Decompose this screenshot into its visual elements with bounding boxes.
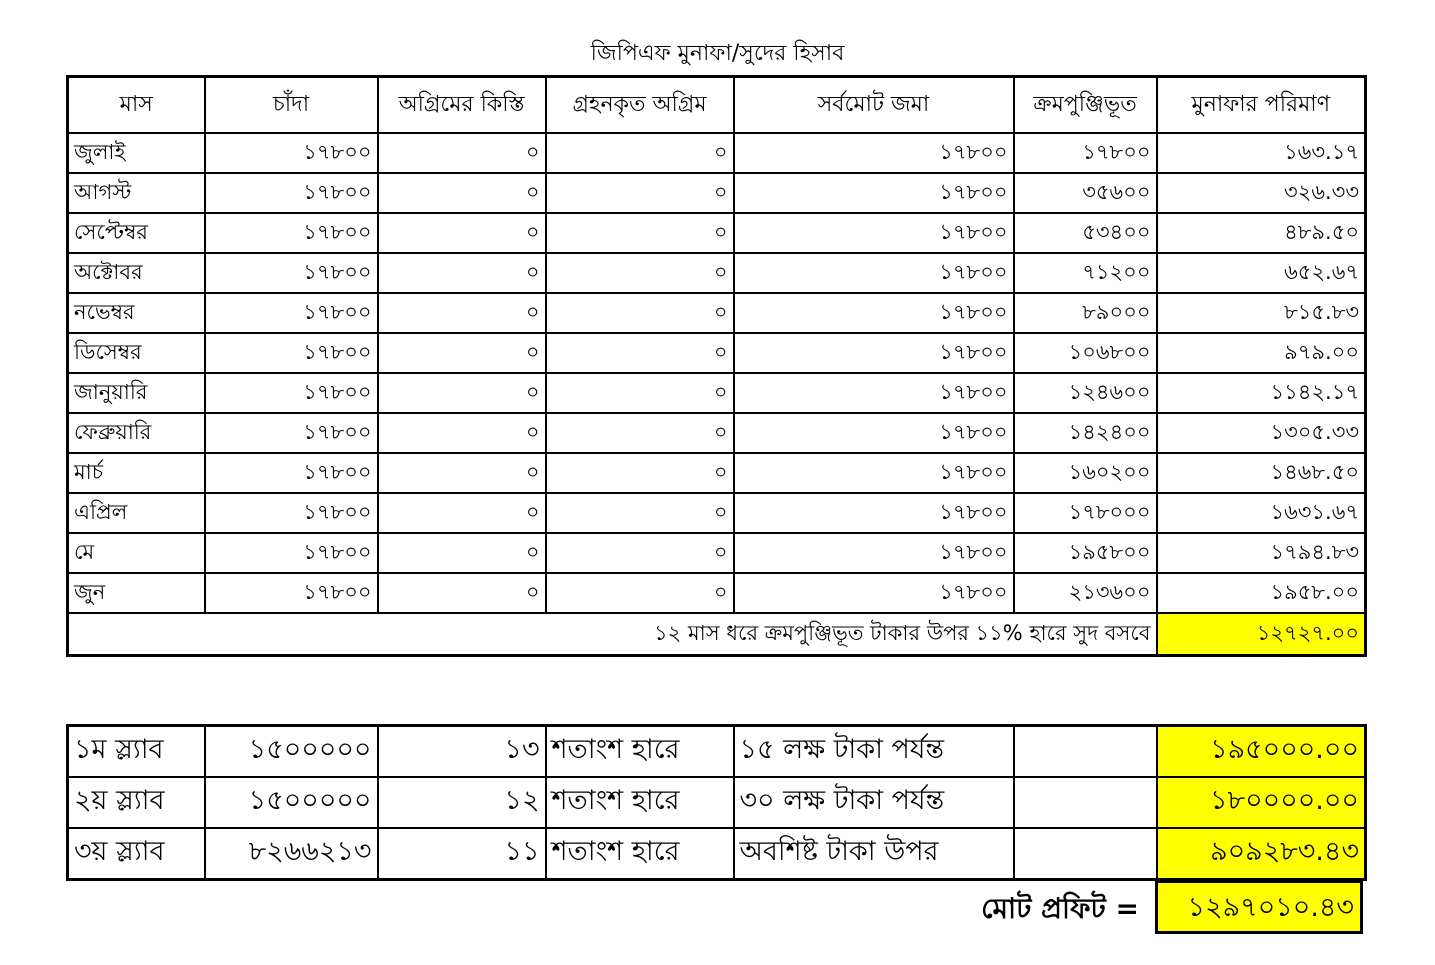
cell-advance-installment: ০: [378, 573, 546, 613]
cell-contribution: ১৭৮০০: [205, 293, 378, 333]
slab-empty: [1014, 828, 1157, 880]
cell-cumulative: ১৪২৪০০: [1014, 413, 1157, 453]
cell-month: আগস্ট: [68, 173, 205, 213]
cell-cumulative: ৭১২০০: [1014, 253, 1157, 293]
cell-advance-taken: ০: [546, 573, 734, 613]
cell-advance-installment: ০: [378, 533, 546, 573]
cell-total-deposit: ১৭৮০০: [734, 493, 1014, 533]
cell-total-deposit: ১৭৮০০: [734, 213, 1014, 253]
cell-advance-taken: ০: [546, 333, 734, 373]
table-row: [68, 413, 1366, 453]
table-row: [68, 293, 1366, 333]
cell-contribution: ১৭৮০০: [205, 453, 378, 493]
cell-total-deposit: ১৭৮০০: [734, 453, 1014, 493]
cell-total-deposit: ১৭৮০০: [734, 133, 1014, 173]
cell-contribution: ১৭৮০০: [205, 133, 378, 173]
cell-month: এপ্রিল: [68, 493, 205, 533]
slab-profit: ১৯৫০০০.০০: [1157, 726, 1366, 778]
slab-rate: ১৩: [378, 726, 546, 778]
header-cumulative: ক্রমপুঞ্জিভূত: [1014, 77, 1157, 134]
slab-rate: ১২: [378, 777, 546, 828]
slab-amount: ৮২৬৬২১৩: [205, 828, 378, 880]
cell-contribution: ১৭৮০০: [205, 173, 378, 213]
cell-profit: ১৬৩১.৬৭: [1157, 493, 1366, 533]
slab-profit: ১৮০০০০.০০: [1157, 777, 1366, 828]
slab-rate-label: শতাংশ হারে: [546, 777, 734, 828]
interest-note-row: [68, 613, 1366, 656]
header-row: [68, 77, 1366, 134]
total-profit-value: ১২৯৭০১০.৪৩: [1155, 880, 1363, 934]
cell-month: ডিসেম্বর: [68, 333, 205, 373]
cell-month: জুন: [68, 573, 205, 613]
gpf-monthly-table: [66, 75, 1367, 657]
cell-total-deposit: ১৭৮০০: [734, 573, 1014, 613]
slab-description: ১৫ লক্ষ টাকা পর্যন্ত: [734, 726, 1014, 778]
cell-profit: ১৯৫৮.০০: [1157, 573, 1366, 613]
cell-month: জুলাই: [68, 133, 205, 173]
cell-profit: ৩২৬.৩৩: [1157, 173, 1366, 213]
cell-advance-taken: ০: [546, 173, 734, 213]
slab-rate-label: শতাংশ হারে: [546, 726, 734, 778]
cell-profit: ১৭৯৪.৮৩: [1157, 533, 1366, 573]
cell-total-deposit: ১৭৮০০: [734, 413, 1014, 453]
slab-amount: ১৫০০০০০: [205, 777, 378, 828]
cell-contribution: ১৭৮০০: [205, 333, 378, 373]
cell-advance-installment: ০: [378, 493, 546, 533]
slab-rate-label: শতাংশ হারে: [546, 828, 734, 880]
cell-cumulative: ১৭৮০০০: [1014, 493, 1157, 533]
table-row: [68, 333, 1366, 373]
cell-advance-installment: ০: [378, 413, 546, 453]
header-advance-taken: গ্রহনকৃত অগ্রিম: [546, 77, 734, 134]
table-row: [68, 253, 1366, 293]
cell-cumulative: ৮৯০০০: [1014, 293, 1157, 333]
cell-total-deposit: ১৭৮০০: [734, 293, 1014, 333]
header-profit-amount: মুনাফার পরিমাণ: [1157, 77, 1366, 134]
cell-total-deposit: ১৭৮০০: [734, 373, 1014, 413]
table-row: [68, 213, 1366, 253]
cell-month: সেপ্টেম্বর: [68, 213, 205, 253]
cell-total-deposit: ১৭৮০০: [734, 173, 1014, 213]
slab-row: [68, 726, 1366, 778]
cell-advance-installment: ০: [378, 453, 546, 493]
yearly-profit-total: ১২৭২৭.০০: [1157, 613, 1366, 656]
cell-advance-taken: ০: [546, 413, 734, 453]
cell-advance-installment: ০: [378, 173, 546, 213]
cell-cumulative: ১২৪৬০০: [1014, 373, 1157, 413]
slab-profit: ৯০৯২৮৩.৪৩: [1157, 828, 1366, 880]
slab-name: ৩য় স্ল্যাব: [68, 828, 205, 880]
interest-note: ১২ মাস ধরে ক্রমপুঞ্জিভূত টাকার উপর ১১% হারে সুদ বসবে: [68, 613, 1157, 656]
table-row: [68, 573, 1366, 613]
cell-cumulative: ১৭৮০০: [1014, 133, 1157, 173]
cell-month: ফেব্রুয়ারি: [68, 413, 205, 453]
cell-advance-installment: ০: [378, 213, 546, 253]
slab-amount: ১৫০০০০০: [205, 726, 378, 778]
cell-advance-installment: ০: [378, 333, 546, 373]
cell-advance-taken: ০: [546, 453, 734, 493]
cell-advance-taken: ০: [546, 293, 734, 333]
total-profit-label: মোট প্রফিট =: [981, 892, 1139, 925]
cell-profit: ১৩০৫.৩৩: [1157, 413, 1366, 453]
cell-contribution: ১৭৮০০: [205, 373, 378, 413]
table-row: [68, 373, 1366, 413]
page-title: জিপিএফ মুনাফা/সুদের হিসাব: [590, 41, 845, 66]
cell-advance-taken: ০: [546, 133, 734, 173]
cell-month: মে: [68, 533, 205, 573]
cell-advance-taken: ০: [546, 373, 734, 413]
cell-advance-taken: ০: [546, 213, 734, 253]
cell-advance-taken: ০: [546, 493, 734, 533]
cell-total-deposit: ১৭৮০০: [734, 333, 1014, 373]
table-row: [68, 133, 1366, 173]
slab-empty: [1014, 726, 1157, 778]
header-contribution: চাঁদা: [205, 77, 378, 134]
cell-total-deposit: ১৭৮০০: [734, 533, 1014, 573]
cell-month: অক্টোবর: [68, 253, 205, 293]
cell-month: মার্চ: [68, 453, 205, 493]
cell-contribution: ১৭৮০০: [205, 493, 378, 533]
slab-description: ৩০ লক্ষ টাকা পর্যন্ত: [734, 777, 1014, 828]
header-total-deposit: সর্বমোট জমা: [734, 77, 1014, 134]
cell-profit: ১১৪২.১৭: [1157, 373, 1366, 413]
cell-advance-taken: ০: [546, 253, 734, 293]
cell-contribution: ১৭৮০০: [205, 573, 378, 613]
slab-row: [68, 828, 1366, 880]
cell-contribution: ১৭৮০০: [205, 413, 378, 453]
cell-contribution: ১৭৮০০: [205, 253, 378, 293]
cell-cumulative: ১৬০২০০: [1014, 453, 1157, 493]
cell-profit: ৪৮৯.৫০: [1157, 213, 1366, 253]
cell-advance-installment: ০: [378, 253, 546, 293]
slab-rate: ১১: [378, 828, 546, 880]
slab-row: [68, 777, 1366, 828]
slab-name: ১ম স্ল্যাব: [68, 726, 205, 778]
table-row: [68, 533, 1366, 573]
cell-profit: ১৪৬৮.৫০: [1157, 453, 1366, 493]
cell-cumulative: ১০৬৮০০: [1014, 333, 1157, 373]
table-row: [68, 493, 1366, 533]
cell-total-deposit: ১৭৮০০: [734, 253, 1014, 293]
cell-profit: ৬৫২.৬৭: [1157, 253, 1366, 293]
header-advance-installment: অগ্রিমের কিস্তি: [378, 77, 546, 134]
cell-month: জানুয়ারি: [68, 373, 205, 413]
cell-cumulative: ৩৫৬০০: [1014, 173, 1157, 213]
slab-table: [66, 724, 1367, 881]
cell-advance-installment: ০: [378, 133, 546, 173]
header-month: মাস: [68, 77, 205, 134]
cell-advance-installment: ০: [378, 373, 546, 413]
cell-month: নভেম্বর: [68, 293, 205, 333]
cell-profit: ৮১৫.৮৩: [1157, 293, 1366, 333]
table-row: [68, 173, 1366, 213]
slab-name: ২য় স্ল্যাব: [68, 777, 205, 828]
cell-cumulative: ৫৩৪০০: [1014, 213, 1157, 253]
cell-cumulative: ২১৩৬০০: [1014, 573, 1157, 613]
slab-empty: [1014, 777, 1157, 828]
cell-advance-taken: ০: [546, 533, 734, 573]
cell-contribution: ১৭৮০০: [205, 213, 378, 253]
cell-cumulative: ১৯৫৮০০: [1014, 533, 1157, 573]
cell-profit: ১৬৩.১৭: [1157, 133, 1366, 173]
cell-advance-installment: ০: [378, 293, 546, 333]
slab-description: অবশিষ্ট টাকা উপর: [734, 828, 1014, 880]
cell-contribution: ১৭৮০০: [205, 533, 378, 573]
cell-profit: ৯৭৯.০০: [1157, 333, 1366, 373]
table-row: [68, 453, 1366, 493]
